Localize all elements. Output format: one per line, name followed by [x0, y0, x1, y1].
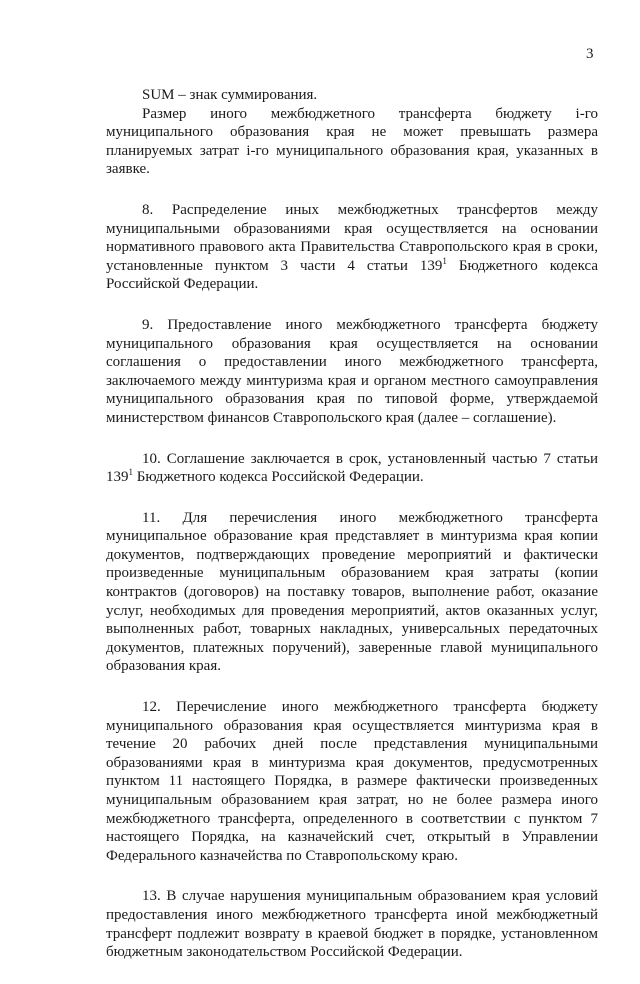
- article-superscript: 1: [128, 467, 133, 478]
- paragraph-10-tail: Бюджетного кодекса Российской Федерации.: [133, 469, 424, 486]
- paragraph-8-tail: Бюджетного кодекса Российской Федерации.: [106, 257, 598, 293]
- paragraph-9: 9. Предоставление иного межбюджетного трансферта бюджету муниципального образования края осуществляется на основании соглашения о предоставлении иного межбюджетного трансферта, заключаемого между минтуризма края и органом местного самоуправления муниципального образования края по типовой форме, утверждаемой министерством финансов Ставропольского края (далее – соглашение).: [106, 316, 598, 426]
- paragraph-8-text: 8. Распределение иных межбюджетных трансфертов между муниципальными образованиями края осуществляется на основании нормативного правового акта Правительства Ставропольского края в сроки, установленные пунктом 3 части 4 статьи 139: [106, 201, 598, 274]
- page-number: 3: [586, 46, 594, 62]
- document-body: [106, 86, 598, 984]
- paragraph-10-text: 10. Соглашение заключается в срок, установленный частью 7 статьи 139: [106, 450, 598, 486]
- paragraph-10: [106, 450, 598, 487]
- paragraph-11: 11. Для перечисления иного межбюджетного трансферта муниципальное образование края представляет в минтуризма края копии документов, подтверждающих проведение мероприятий и фактически произведенные муниципальным образованием края затраты (копии контрактов (договоров) на поставку товаров, выполнение работ, оказание услуг, необходимых для проведения мероприятий, актов оказанных услуг, выполненных работ, товарных накладных, универсальных передаточных документов, платежных поручений), заверенные главой муниципального образования края.: [106, 509, 598, 675]
- paragraph-13: 13. В случае нарушения муниципальным образованием края условий предоставления иного межбюджетного трансферта иной межбюджетный трансферт подлежит возврату в краевой бюджет в порядке, установленном бюджетным законодательством Российской Федерации.: [106, 888, 598, 961]
- sum-note: SUM – знак суммирования.: [142, 87, 318, 103]
- paragraph-12: 12. Перечисление иного межбюджетного трансферта бюджету муниципального образования края осуществляется минтуризма края в течение 20 рабочих дней после представления муниципальными образованиями края в минтуризма края документов, предусмотренных пунктом 11 настоящего Порядка, в размере фактически произведенных муниципальным образованием края затрат, но не более размера иного межбюджетного трансферта, определенного в соответствии с пунктом 7 настоящего Порядка, на казначейский счет, открытый в Управлении Федерального казначейства по Ставропольскому краю.: [106, 699, 598, 864]
- paragraph-8: [106, 201, 598, 294]
- article-superscript: 1: [442, 255, 447, 266]
- transfer-limit-paragraph: Размер иного межбюджетного трансферта бюджету i-го муниципального образования края не может превышать размера планируемых затрат i-го муниципального образования края, указанных в заявке.: [106, 105, 598, 178]
